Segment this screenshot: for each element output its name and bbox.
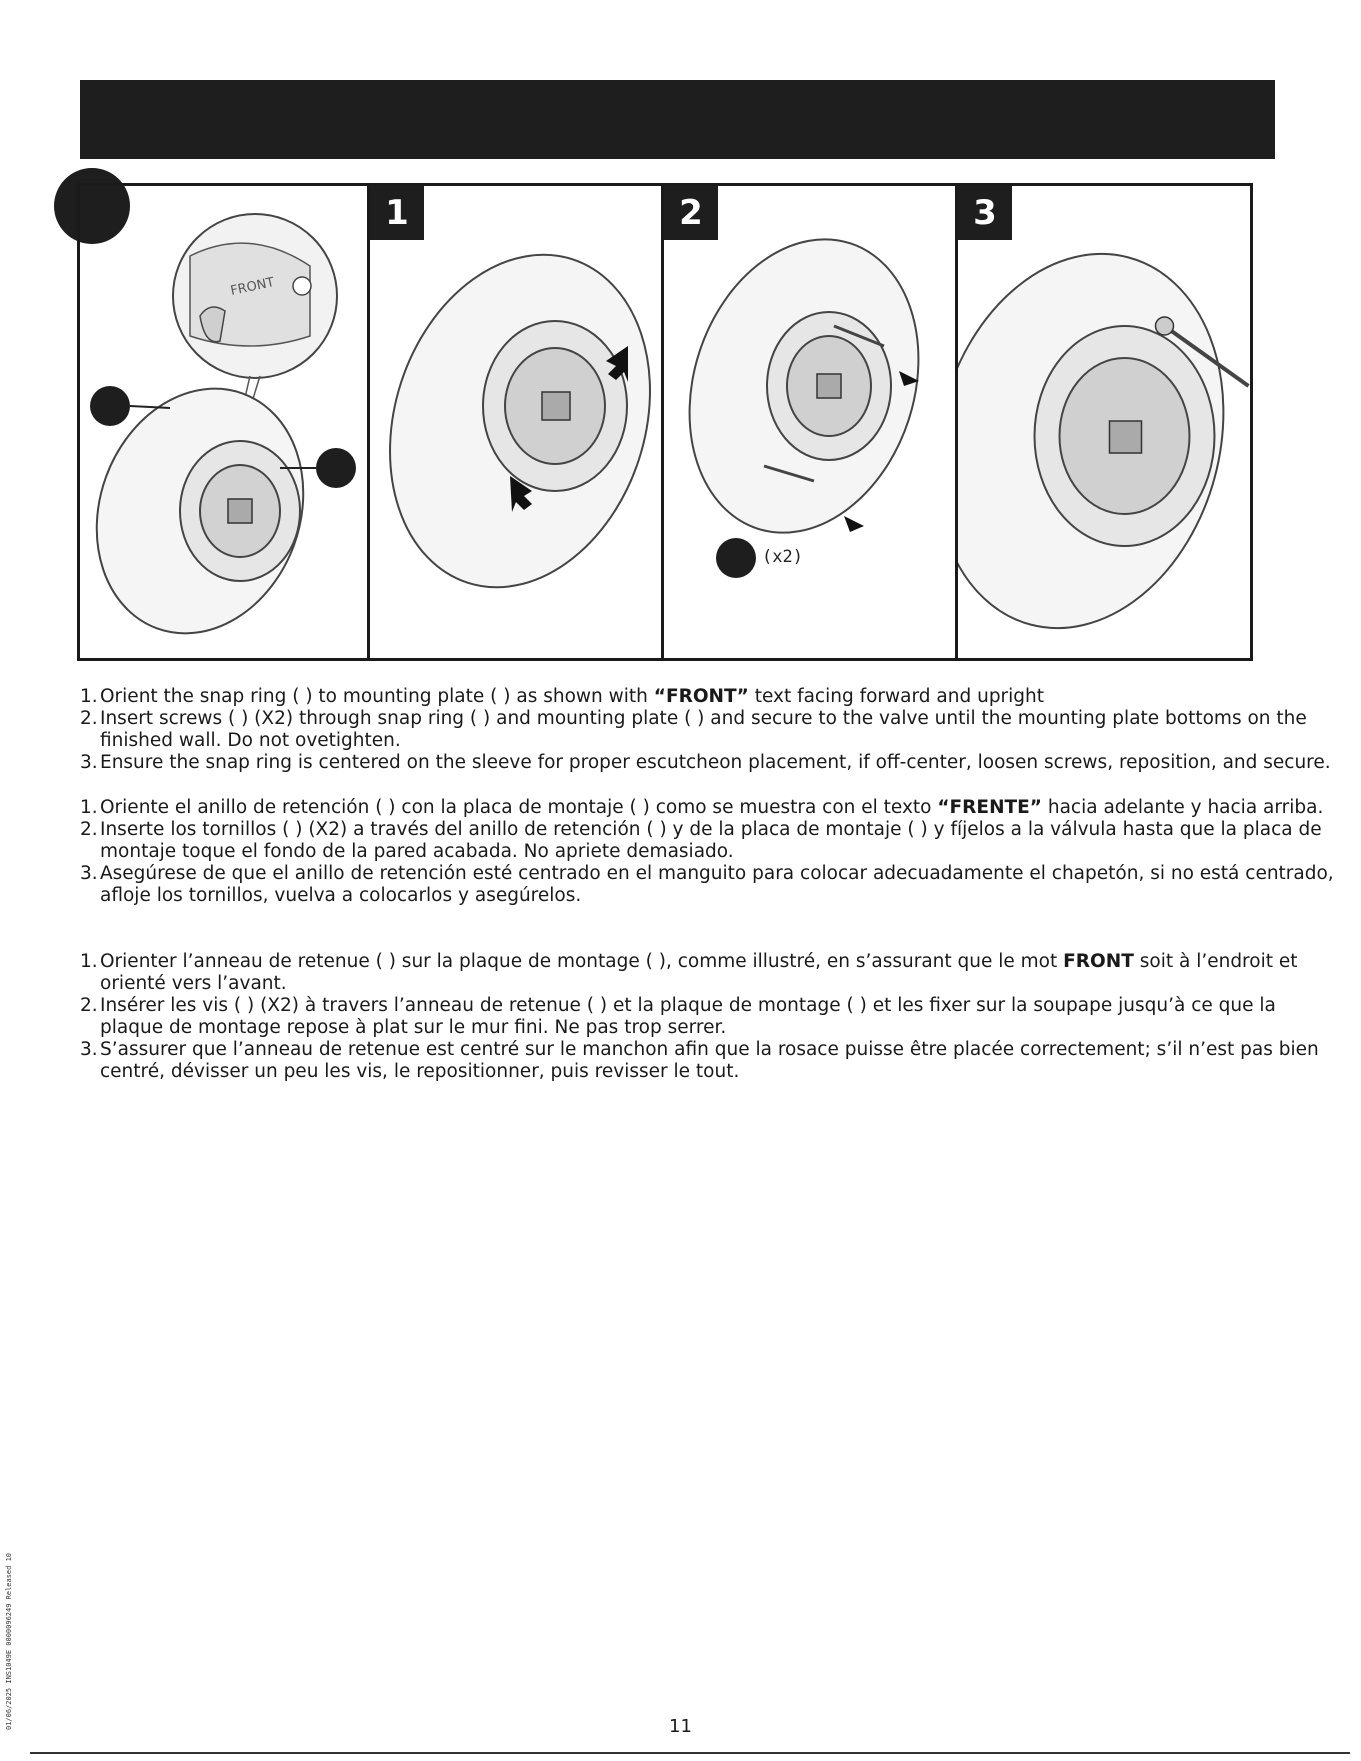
step-number: 3.: [80, 1039, 98, 1060]
instructions-fr: [80, 951, 1340, 1083]
step-number: 2.: [80, 819, 98, 840]
text: Oriente el anillo de retención ( ) con la placa de montaje ( ) como se muestra con el texto: [100, 797, 938, 818]
step-3-illustration: [958, 186, 1250, 658]
step-number: 2.: [80, 708, 98, 729]
step-2-illustration: [664, 186, 955, 658]
panel-step-2: [664, 186, 958, 658]
step-number: 1.: [80, 797, 98, 818]
instruction-fr-1: [80, 951, 1340, 995]
text: Insérer les vis ( ) (X2) à travers l’anneau de retenue ( ) et la plaque de montage ( ) et les fixer sur la soupape jusqu’à ce que la plaque de montage repose à plat sur le mur fini. Ne pas trop serrer.: [100, 995, 1276, 1038]
step-number: 2.: [80, 995, 98, 1016]
step-number: 3.: [80, 863, 98, 884]
text: Inserte los tornillos ( ) (X2) a través del anillo de retención ( ) y de la placa de montaje ( ) y fíjelos a la válvula hasta que la placa de montaje toque el fondo de la pared acabada. No apriete demasiado.: [100, 819, 1322, 862]
text: ( ): [292, 686, 313, 707]
step-number: 1.: [80, 951, 98, 972]
text: Orient the snap ring: [100, 686, 293, 707]
step-number: 3.: [80, 752, 98, 773]
instruction-es-1: [80, 797, 1340, 819]
panel-overview: [80, 186, 370, 658]
panel-step-3: [958, 186, 1250, 658]
text: as shown with: [510, 686, 654, 707]
instructions-es: [80, 797, 1340, 907]
figure-panels: [77, 183, 1253, 661]
frente-keyword: “FRENTE”: [937, 797, 1042, 818]
text: Orienter l’anneau de retenue ( ) sur la plaque de montage ( ), comme illustré, en s’assurant que le mot: [100, 951, 1064, 972]
text: soit à l’endroit et orienté vers l’avant.: [100, 951, 1298, 994]
bottom-rule: [30, 1752, 1350, 1754]
document-code: 01/06/2025 INS1049E 0000096249 Released 10: [5, 1552, 13, 1730]
header-bar: [80, 80, 1275, 159]
overview-illustration: [80, 186, 367, 658]
instruction-en-2: [80, 708, 1340, 752]
instructions-en: [80, 686, 1340, 774]
panel-step-1: [370, 186, 664, 658]
step-2-badge: 2: [664, 186, 718, 240]
text: hacia adelante y hacia arriba.: [1041, 797, 1324, 818]
instruction-fr-3: [80, 1039, 1340, 1083]
instruction-en-1: [80, 686, 1340, 708]
zoom-front-label: FRONT: [229, 275, 276, 299]
step-1-badge: 1: [370, 186, 424, 240]
text: text facing forward and upright: [748, 686, 1045, 707]
instruction-es-3: [80, 863, 1340, 907]
text: Asegúrese de que el anillo de retención esté centrado en el manguito para colocar adecuadamente el chapetón, si no está centrado, afloje los tornillos, vuelva a colocarlos y asegúrelos.: [100, 863, 1334, 906]
step-1-illustration: [370, 186, 661, 658]
instruction-en-3: [80, 752, 1340, 774]
page-number: 11: [669, 1716, 692, 1737]
step-3-badge: 3: [958, 186, 1012, 240]
text: S’assurer que l’anneau de retenue est centré sur le manchon afin que la rosace puisse être placée correctement; s’il n’est pas bien centré, dévisser un peu les vis, le repositionner, puis revisser le tout.: [100, 1039, 1319, 1082]
text: Ensure the snap ring is centered on the sleeve for proper escutcheon placement, if off-center, loosen screws, reposition, and secure.: [100, 752, 1331, 773]
step-number: 1.: [80, 686, 98, 707]
instruction-fr-2: [80, 995, 1340, 1039]
text: ( ): [490, 686, 511, 707]
text: Insert screws ( ) (X2) through snap ring ( ) and mounting plate ( ) and secure to the valve until the mounting plate bottoms on the finished wall. Do not ovetighten.: [100, 708, 1307, 751]
instruction-es-2: [80, 819, 1340, 863]
text: to mounting plate: [312, 686, 491, 707]
front-keyword: FRONT: [1063, 951, 1134, 972]
front-keyword: “FRONT”: [653, 686, 749, 707]
quantity-label: (x2): [762, 547, 803, 567]
